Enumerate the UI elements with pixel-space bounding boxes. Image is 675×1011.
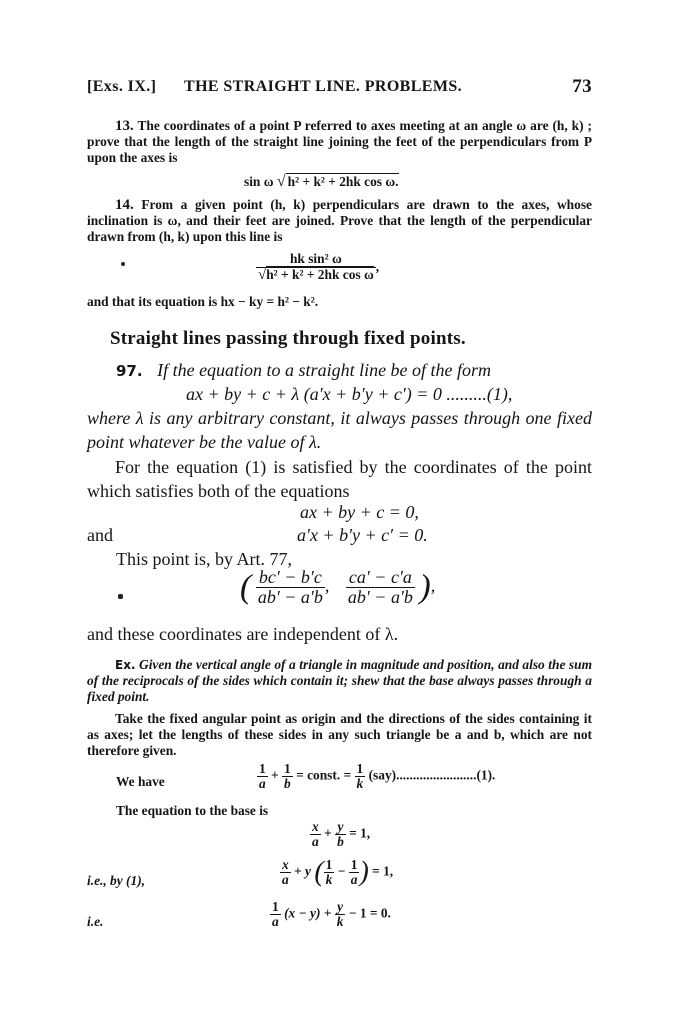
equation-1-tail: = const. =: [296, 767, 352, 783]
we-have-label: We have: [116, 774, 165, 789]
exercise-13: [87, 118, 592, 166]
article-97-proof: [87, 455, 592, 503]
left-paren: (: [240, 568, 252, 606]
y-denominator: ab′ − a′b: [347, 586, 413, 607]
article-97-lead: [116, 358, 491, 383]
x-denominator: ab′ − a′b: [257, 586, 323, 607]
final-equation: $\frac{1}{a}$ (x − y) + $\frac{y}{k}$ − 1 = 0.: [272, 899, 391, 930]
final-equation-end: − 1 = 0.: [348, 905, 391, 921]
coordinate-separator: ,: [324, 575, 330, 596]
equation-a: ax + by + c = 0,: [300, 502, 419, 522]
exercise-13-text: The coordinates of a point P referred to axes meeting at an angle ω are (h, k) ; prove that the length of the straight line joining the feet of the perpendiculars from P upon the axes is: [87, 118, 592, 165]
y-coordinate-fraction: [346, 568, 415, 607]
coordinates-comma: ,: [430, 575, 436, 596]
exercise-13-number: 13.: [115, 118, 134, 134]
header-exercise-ref: [Exs. IX.]: [87, 78, 157, 95]
example-solution-text: Take the fixed angular point as origin and the directions of the sides containing it as axes; let the lengths of these sides in any such triangle be a and b, which are not therefore given.: [87, 711, 592, 758]
exercise-13-radicand: h² + k² + 2hk cos ω.: [287, 174, 399, 189]
this-point-line: This point is, by Art. 77,: [116, 549, 293, 569]
exercise-14-fraction: [256, 252, 379, 284]
article-97-proof-text: For the equation (1) is satisfied by the coordinates of the point which satisfies both of the equations: [87, 457, 592, 501]
fraction-denominator: √h² + k² + 2hk cos ω: [258, 267, 374, 284]
base-equation: $\frac{x}{a}$ + $\frac{y}{b}$ = 1,: [312, 819, 371, 850]
equation-1: $\frac{1}{a}$ + $\frac{1}{b}$ = const. = $\frac{1}{k}$ (say)........................(1).: [259, 761, 496, 792]
base-line-text: The equation to the base is: [116, 803, 269, 818]
exercise-14: [87, 197, 592, 245]
exercise-14-equation: and that its equation is hx − ky = h² − k².: [87, 294, 319, 309]
exercise-13-formula-prefix: sin ω: [244, 174, 274, 189]
example-statement: [87, 657, 592, 705]
substituted-equation: $\frac{x}{a}$ + y ( $\frac{1}{k}$ − $\frac{1}{a}$ ) = 1,: [282, 856, 394, 888]
stray-dot: [121, 262, 125, 266]
article-97-lead-text: If the equation to a straight line be of the form: [157, 360, 492, 380]
example-label: Ex.: [115, 658, 136, 672]
x-coordinate-fraction: [256, 568, 325, 607]
article-97-continuation: where λ is any arbitrary constant, it always passes through one fixed point whatever be the value of λ.: [87, 408, 592, 452]
exercise-13-formula: [244, 174, 399, 190]
right-paren: ): [419, 568, 431, 606]
example-statement-text: Given the vertical angle of a triangle in magnitude and position, and also the sum of the reciprocals of the sides which contain it; shew that the base always passes through a fixed point.: [87, 657, 592, 704]
section-heading: Straight lines passing through fixed points.: [110, 328, 466, 349]
exercise-14-text: From a given point (h, k) perpendiculars are drawn to the axes, whose inclination is ω, and their feet are joined. Prove that the length of the perpendicular drawn from (h, k) upon this line is: [87, 197, 592, 244]
and-label: and: [87, 525, 113, 545]
fraction: [256, 252, 376, 284]
fraction-suffix: ,: [375, 258, 380, 274]
fraction-numerator: hk sin² ω: [256, 252, 376, 268]
equation-1-say: (say)........................(1).: [368, 767, 496, 783]
article-97-conclusion: and these coordinates are independent of λ.: [87, 624, 399, 644]
equation-b: a′x + b′y + c′ = 0.: [297, 525, 428, 545]
article-97-number: 97.: [116, 362, 143, 380]
stray-dot-2: [118, 594, 123, 599]
ie-by-label: i.e., by (1),: [87, 873, 146, 888]
y-numerator: ca′ − c′a: [346, 568, 415, 588]
sqrt-sign: √: [276, 173, 286, 190]
header-title: THE STRAIGHT LINE. PROBLEMS.: [184, 78, 463, 95]
example-solution: [87, 711, 592, 759]
article-97-equation: ax + by + c + λ (a′x + b′y + c′) = 0 .........(1),: [186, 384, 513, 404]
final-equation-middle: (x − y) +: [284, 905, 332, 921]
exercise-14-number: 14.: [115, 197, 134, 213]
ie-label: i.e.: [87, 914, 104, 929]
point-coordinates: [240, 568, 435, 607]
page-number: 73: [572, 76, 592, 97]
x-numerator: bc′ − b′c: [256, 568, 325, 588]
